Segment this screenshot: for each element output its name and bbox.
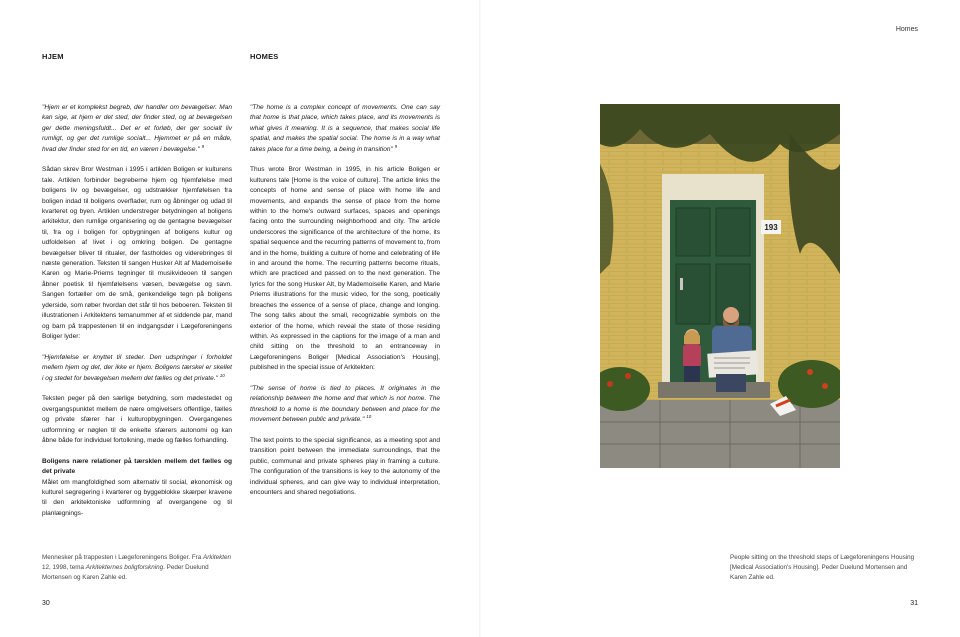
heading-danish: HJEM [42, 52, 64, 61]
english-text-column [250, 103, 440, 498]
flower [625, 373, 631, 379]
flower [822, 383, 828, 389]
body-paragraph: The text points to the special significance, as a meeting spot and transition point between the immediate surroundings, that the public, communal and private spheres play in framing a culture. The configuration of the transitions is key to the autonomy of the individual spheres, and can give way to individual interpretation, encounters and shared negotiations. [250, 436, 440, 496]
pavement [600, 400, 840, 468]
quote-paragraph: "The home is a complex concept of movements. One can say that home is that place, which takes place, and its movements is what gives it meaning. It is a sequence, that makes social life spatial, and makes the spatial social. The home is in a way what takes place for a time being, a being in transition" $^9$ [250, 104, 440, 153]
body-paragraph: Målet om mangfoldighed som alternativ til social, økonomisk og kulturel segregering i kvarterer og byggeblokke skærper kravene til den arkitektoniske udformning af overgangene og til planlægnings- [42, 478, 232, 517]
footnote-ref: 9 [201, 143, 205, 149]
flower [807, 369, 813, 375]
photo-caption-english: People sitting on the threshold steps of Lægeforeningens Housing [Medical Association's Housing]. Peder Duelund Mortensen and Karen Zahle ed. [730, 554, 915, 581]
footnote-ref: 10 [366, 413, 372, 419]
section-subheading: Boligens nære relationer på tærsklen mellem det fælles og det private [42, 457, 232, 476]
door-step [658, 382, 770, 398]
body-paragraph: Teksten peger på den særlige betydning, som mødestedet og overgangspunktet mellem de nære omgivelsers offentlige, fælles og private sfærer har i kulturopbygningen. Overgangenes udformning er nøglen til de enkelte sfærers autonomi og kan åbne både for individuel fortolkning, møde og fælles forhandling. [42, 395, 232, 444]
footnote-ref: 9 [394, 143, 398, 149]
page-number: 31 [910, 600, 918, 607]
child-legs [684, 366, 700, 382]
danish-text-column [42, 103, 232, 519]
newspaper [707, 350, 759, 377]
footnote-ref: 10 [219, 372, 225, 378]
quote-paragraph: "The sense of home is tied to places. It originates in the relationship between the home and that which is not home. The threshold to a home is the boundary between and place for the movement between public and private." $^{10}$ [250, 384, 440, 424]
right-page [250, 0, 960, 637]
flower [607, 381, 613, 387]
door-handle [680, 278, 683, 290]
man-legs [716, 374, 746, 392]
body-paragraph: Sådan skrev Bror Westman i 1995 i artiklen Boligen er kulturens tale. Artiklen forbinder begreberne hjem og hjemfølelse med boligens liv og bevægelser, og udstrækker hjemfølelsen fra boligen indad til boligens overflader, rum og åbninger og udad til kvarteret og byen. Artiklen understreger betydningen af boligens arkitektur, den rumlige organisering og de gentagne bevægelser til, fra og i boligen for opbygningen af boligens kultur og udfoldelsen af livet i og omkring boligen. De gentagne bevægelser bliver til ritualer, der fastholdes og viderebringes til næste generation. Teksten til sangen Husker Alt af Mademoiselle Karen og Marie-Priems tegninger til musikvideoen til sangen åbner poetisk til hjemfølelsens væsen, bevægelse og savn. Sangen fortæller om de små, genkendelige tegn på boligens yderside, som røber hvordan det står til hos beboeren. Teksten til illustrationen i Arkitektens temanummer af et siddende par, mand og barn på trappestenen til en indgangsdør i Lægeforeningens Boliger lyder: [42, 166, 232, 340]
body-paragraph: Thus wrote Bror Westman in 1995, in his article Boligen er kulturens tale [Home is the voice of culture]. The article links the concepts of home and sense of place with home life and movements, and expands the sense of place from the home within to the home's outward surfaces, spaces and openings facing onto the surrounding neighborhood and city. The article underscores the significance of the architecture of the home, its spatial sequence and the recurring patterns of movement to, from and in the home, building a culture of home and celebrating of life in and around the home. The recurring patterns become rituals, which are practiced and passed on to the next generation. The lyrics for the song Husker Alt, by Mademoiselle Karen, and Marie Priems illustrations for the music video, for the song, poetically breaches the essence of a sense of place, change and longing. The song talks about the small, recognizable symbols on the exterior of the home, which reveal the state of those residing within. As expressed in the captions for the image of a man and child sitting on the threshold to an entranceway in Lægeforeningens Boliger [Medical Association's Housing], published in the special issue of Arkitekten: [250, 166, 440, 372]
door-panel [716, 208, 750, 256]
quote-paragraph: "Hjem er et komplekst begreb, der handler om bevægelser. Man kan sige, at hjem er det sted, der finder sted, og at bevægelsen ger dette meningsfuldt... Det er et forløb, der ger socialt liv rumligt, og ger det rumlige socialt... Hjemmet er på en måde, hvad der finder sted for en tid, en væren i bevægelse." $^9$ [42, 104, 232, 153]
photo-caption-danish: Mennesker på trappesten i Lægeforeningens Boliger. Fra Arkitekten 12, 1998, tema Arkitekternes boligforskning. Peder Duelund Mortensen og Karen Zahle ed. [42, 554, 232, 581]
door-panel [676, 264, 710, 324]
man-head [723, 307, 739, 323]
running-head: Homes [895, 26, 918, 33]
door-panel [676, 208, 710, 256]
doorstep-photo [600, 104, 840, 468]
photo-illustration [600, 104, 840, 468]
house-number: 193 [764, 223, 778, 232]
heading-english: HOMES [250, 52, 279, 61]
quote-paragraph: "Hjemfølelse er knyttet til steder. Den udspringer i forholdet mellem hjem og det, der ikke er hjem. Boligens tærskel er skellet i og stedet for bevægelsen mellem det fælles og det private." $^{10}$ [42, 353, 232, 382]
child-jumper [683, 344, 701, 368]
page-number: 30 [42, 600, 50, 607]
